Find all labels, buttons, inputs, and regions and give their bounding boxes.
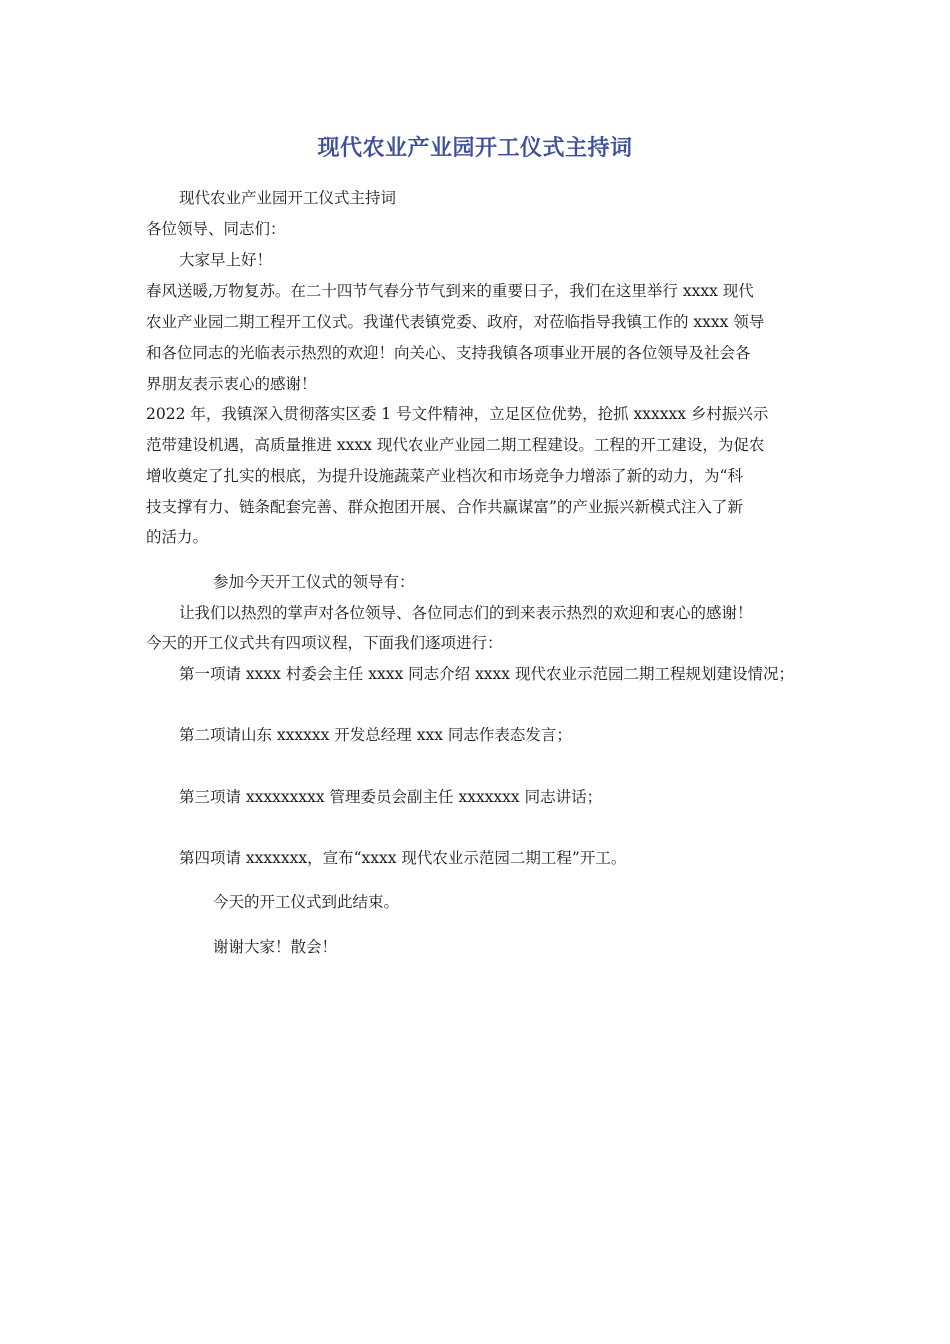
paragraph-line: 2022 年，我镇深入贯彻落实区委 1 号文件精神，立足区位优势，抢抓 xxxxxx 乡村振兴示 <box>146 405 769 423</box>
applause-line: 让我们以热烈的掌声对各位领导、各位同志们的到来表示热烈的欢迎和衷心的感谢！ <box>179 604 753 622</box>
morning-greeting: 大家早上好！ <box>179 251 273 269</box>
paragraph-line: 和各位同志的光临表示热烈的欢迎！向关心、支持我镇各项事业开展的各位领导及社会各 <box>146 344 751 362</box>
document-title: 现代农业产业园开工仪式主持词 <box>317 136 633 161</box>
paragraph-line: 农业产业园二期工程开工仪式。我谨代表镇党委、政府，对莅临指导我镇工作的 xxxx 领导 <box>146 313 765 331</box>
agenda-item-2: 第二项请山东 xxxxxx 开发总经理 xxx 同志作表态发言； <box>179 726 572 744</box>
paragraph-line: 的活力。 <box>146 528 209 546</box>
paragraph-line: 春风送暖,万物复苏。在二十四节气春分节气到来的重要日子，我们在这里举行 xxxx 现代 <box>146 282 754 300</box>
paragraph-line: 技支撑有力、链条配套完善、群众抱团开展、合作共赢谋富”的产业振兴新模式注入了新 <box>146 498 743 516</box>
paragraph-line: 范带建设机遇，高质量推进 xxxx 现代农业产业园二期工程建设。工程的开工建设，为促农 <box>146 436 765 454</box>
agenda-item-1: 第一项请 xxxx 村委会主任 xxxx 同志介绍 xxxx 现代农业示范园二期工程规划建设情况； <box>179 665 794 683</box>
agenda-item-4: 第四项请 xxxxxxx，宣布“xxxx 现代农业示范园二期工程”开工。 <box>179 849 627 867</box>
agenda-item-3: 第三项请 xxxxxxxxx 管理委员会副主任 xxxxxxx 同志讲话； <box>179 788 603 806</box>
agenda-intro: 今天的开工仪式共有四项议程，下面我们逐项进行： <box>146 634 503 652</box>
paragraph-line: 增收奠定了扎实的根底，为提升设施蔬菜产业档次和市场竞争力增添了新的动力，为“科 <box>146 467 743 485</box>
leaders-line: 参加今天开工仪式的领导有： <box>213 573 415 591</box>
thanks-line: 谢谢大家！散会！ <box>213 938 338 956</box>
subtitle-line: 现代农业产业园开工仪式主持词 <box>179 189 397 207</box>
closing-line: 今天的开工仪式到此结束。 <box>213 893 400 911</box>
greeting-line: 各位领导、同志们： <box>146 220 286 238</box>
paragraph-line: 界朋友表示衷心的感谢！ <box>146 375 317 393</box>
